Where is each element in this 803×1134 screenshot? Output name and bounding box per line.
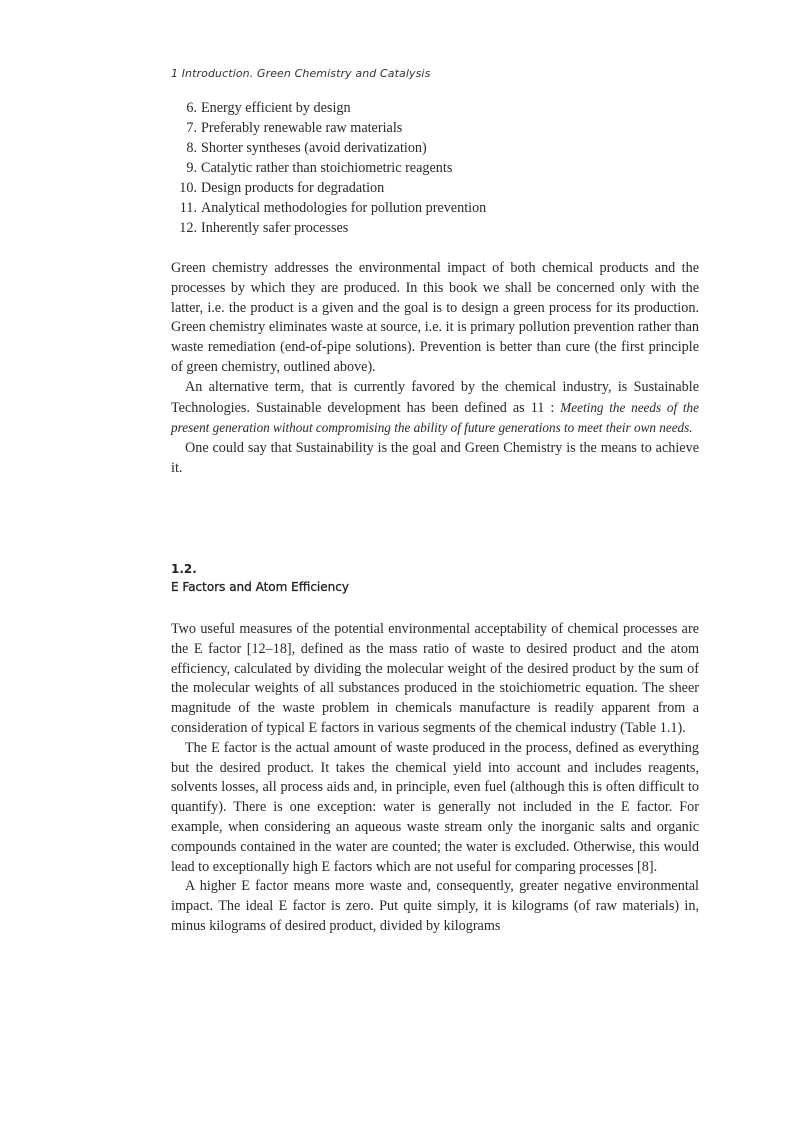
list-number: 10. <box>179 180 197 196</box>
list-item <box>171 218 486 238</box>
list-item <box>171 118 486 138</box>
paragraph-sustainability-goal: One could say that Sustainability is the goal and Green Chemistry is the means to achieve it. <box>171 440 699 476</box>
paragraph-e-factor-intro: Two useful measures of the potential environmental acceptability of chemical processes are the E factor [12–18], defined as the mass ratio of waste to desired product and the atom efficiency, calculated by dividing the molecular weight of the desired product by the sum of the molecular weights of all substances produced in the stoichiometric equation. The sheer magnitude of the waste problem in chemicals manufacture is readily apparent from a consideration of typical E factors in various segments of the chemical industry (Table 1.1). <box>171 621 699 736</box>
paragraph-green-chemistry: Green chemistry addresses the environmental impact of both chemical products and the processes by which they are produced. In this book we shall be concerned only with the latter, i.e. the product is a given and the goal is to design a green process for its production. Green chemistry eliminates waste at source, i.e. it is primary pollution prevention rather than waste remediation (end-of-pipe solutions). Prevention is better than cure (the first principle of green chemistry, outlined above). <box>171 260 699 375</box>
list-item <box>171 158 486 178</box>
list-item <box>171 98 486 118</box>
list-item <box>171 178 486 198</box>
paragraph-text: An alternative term, that is currently favored by the chemical industry, is Sustainable Technologies. Sustainable development has been defined as 11 : <box>171 378 699 416</box>
intro-paragraphs <box>171 259 699 479</box>
section-title: E Factors and Atom Efficiency <box>171 580 349 594</box>
list-number: 6. <box>186 100 197 116</box>
section-number: 1.2. <box>171 562 197 576</box>
list-text: Design products for degradation <box>201 180 385 196</box>
section-paragraphs <box>171 620 699 937</box>
list-item <box>171 138 486 158</box>
list-text: Catalytic rather than stoichiometric reagents <box>201 160 453 176</box>
list-text: Analytical methodologies for pollution prevention <box>201 200 487 216</box>
section-heading <box>171 562 699 594</box>
definition-quote: Meeting the needs of the present generation without compromising the ability of future generations to meet their own needs. <box>171 399 699 436</box>
list-number: 9. <box>186 160 197 176</box>
list-item <box>171 198 486 218</box>
list-text: Shorter syntheses (avoid derivatization) <box>201 140 427 156</box>
running-head: 1 Introduction. Green Chemistry and Catalysis <box>171 67 431 80</box>
list-number: 12. <box>179 220 197 236</box>
list-text: Preferably renewable raw materials <box>201 120 403 136</box>
list-number: 11. <box>179 200 197 216</box>
paragraph-sustainable-technologies <box>171 378 699 439</box>
list-number: 8. <box>186 140 197 156</box>
paragraph-higher-e-factor: A higher E factor means more waste and, consequently, greater negative environmental impact. The ideal E factor is zero. Put quite simply, it is kilograms (of raw materials) in, minus kilograms of desired product, divided by kilograms <box>171 878 699 934</box>
list-text: Inherently safer processes <box>201 220 349 236</box>
principles-list <box>171 98 486 238</box>
list-text: Energy efficient by design <box>201 100 351 116</box>
list-number: 7. <box>186 120 197 136</box>
paragraph-e-factor-definition: The E factor is the actual amount of waste produced in the process, defined as everything but the desired product. It takes the chemical yield into account and includes reagents, solvents losses, all process aids and, in principle, even fuel (although this is often difficult to quantify). There is one exception: water is generally not included in the E factor. For example, when considering an aqueous waste stream only the inorganic salts and organic compounds contained in the water are counted; the water is excluded. Otherwise, this would lead to exceptionally high E factors which are not useful for comparing processes [8]. <box>171 739 699 875</box>
